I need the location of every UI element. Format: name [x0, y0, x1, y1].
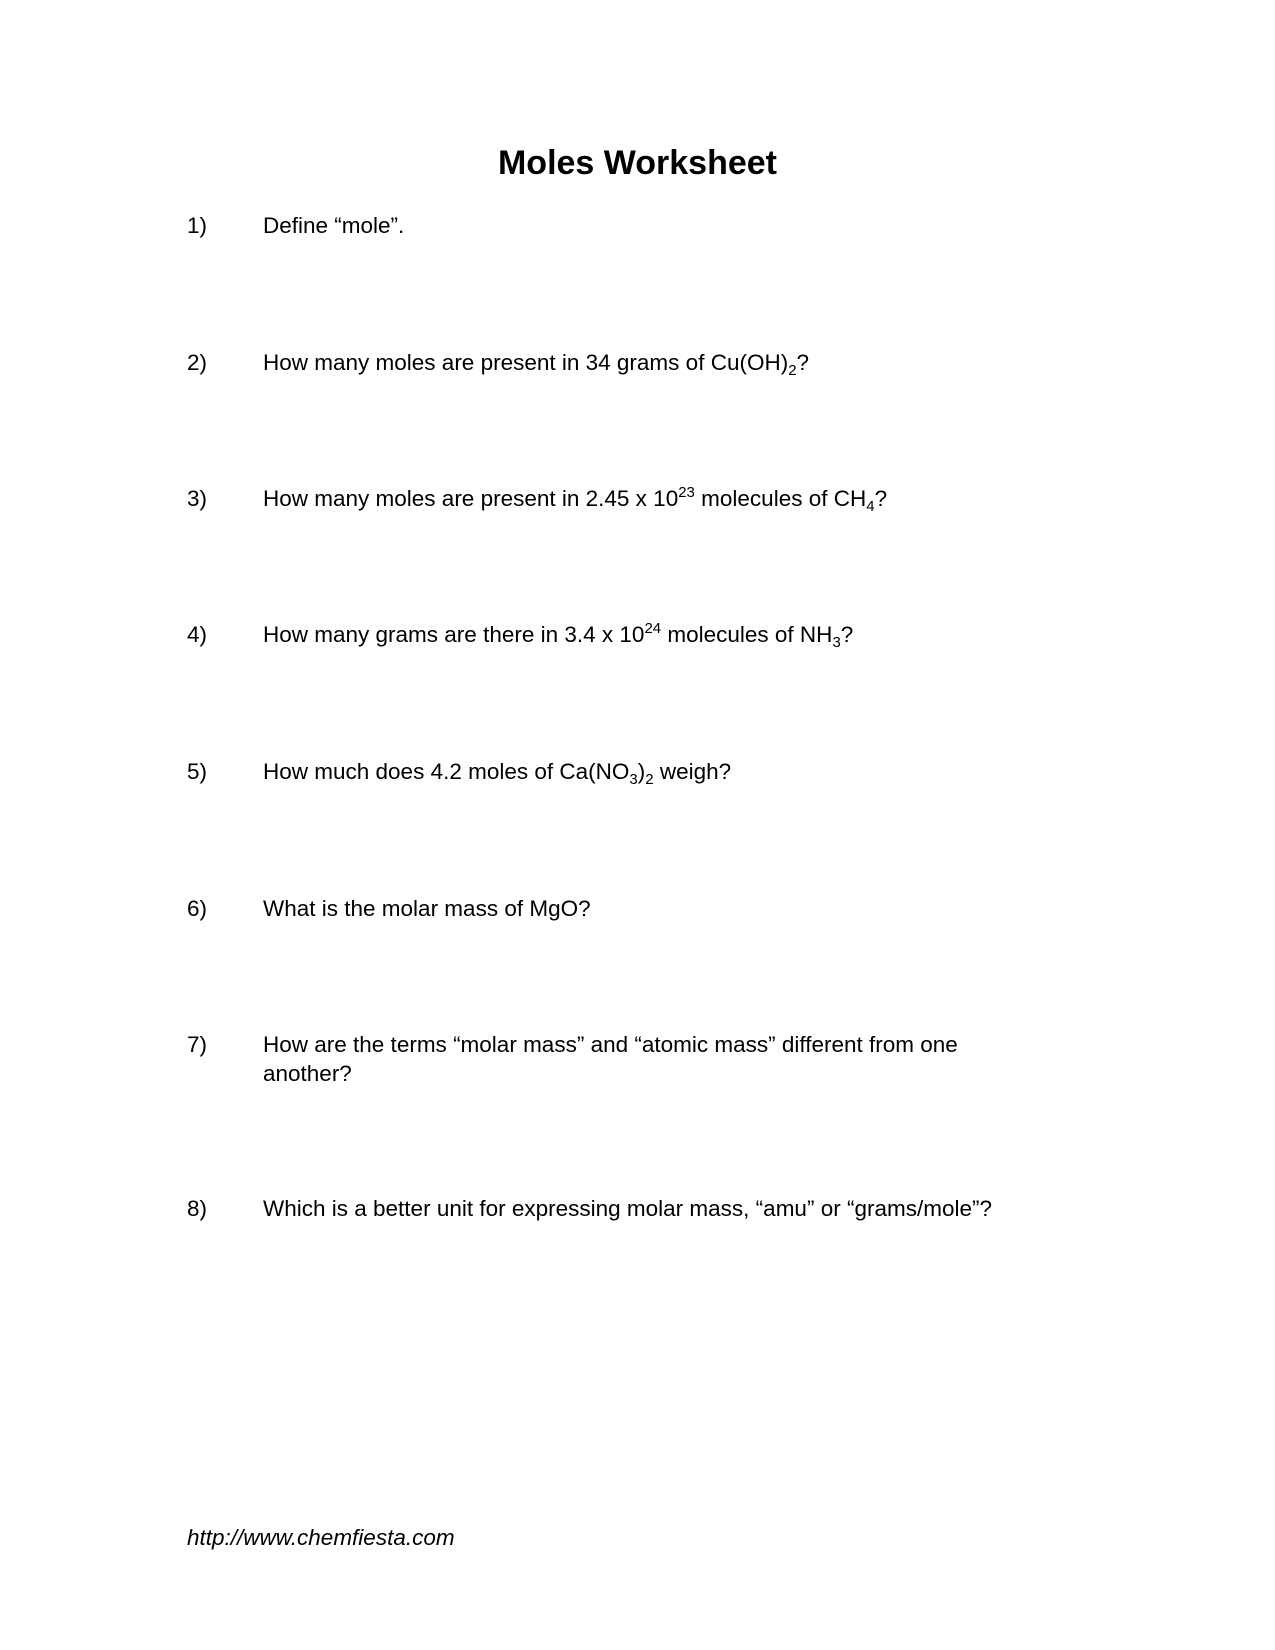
question-number: 1): [187, 213, 208, 238]
footer-url[interactable]: http://www.chemfiesta.com: [187, 1525, 455, 1550]
question-text: Which is a better unit for expressing molar mass, “amu” or “grams/mole”?: [263, 1196, 992, 1221]
question-text: Define “mole”.: [263, 213, 405, 238]
superscript: 24: [644, 620, 662, 637]
question-text: How are the terms “molar mass” and “atomic mass” different from one another?: [263, 1032, 958, 1086]
question-number: 6): [187, 896, 208, 921]
question-number: 3): [187, 486, 208, 511]
question-number: 2): [187, 350, 208, 375]
question-number: 8): [187, 1196, 208, 1221]
question-text: How many moles are present in 34 grams of $Cu(OH)_2$?: [263, 350, 810, 379]
subscript: 3: [629, 771, 638, 788]
subscript: 2: [788, 362, 797, 379]
question-text: How many moles are present in 2.45 x $10^{23}$ molecules of $CH_4$?: [263, 484, 888, 515]
question-number: 7): [187, 1032, 208, 1057]
question-text: How much does 4.2 moles of $Ca(NO_3)_2$ weigh?: [263, 759, 732, 788]
subscript: 4: [866, 498, 875, 515]
question-text: What is the molar mass of MgO?: [263, 896, 591, 921]
question-number: 4): [187, 622, 208, 647]
page-title: Moles Worksheet: [497, 144, 777, 182]
superscript: 23: [678, 484, 695, 501]
question-number: 5): [187, 759, 208, 784]
subscript: 2: [645, 771, 654, 788]
subscript: 3: [832, 634, 841, 651]
question-text: How many grams are there in 3.4 x $10^{24}$ molecules of $NH_3$?: [263, 620, 854, 651]
